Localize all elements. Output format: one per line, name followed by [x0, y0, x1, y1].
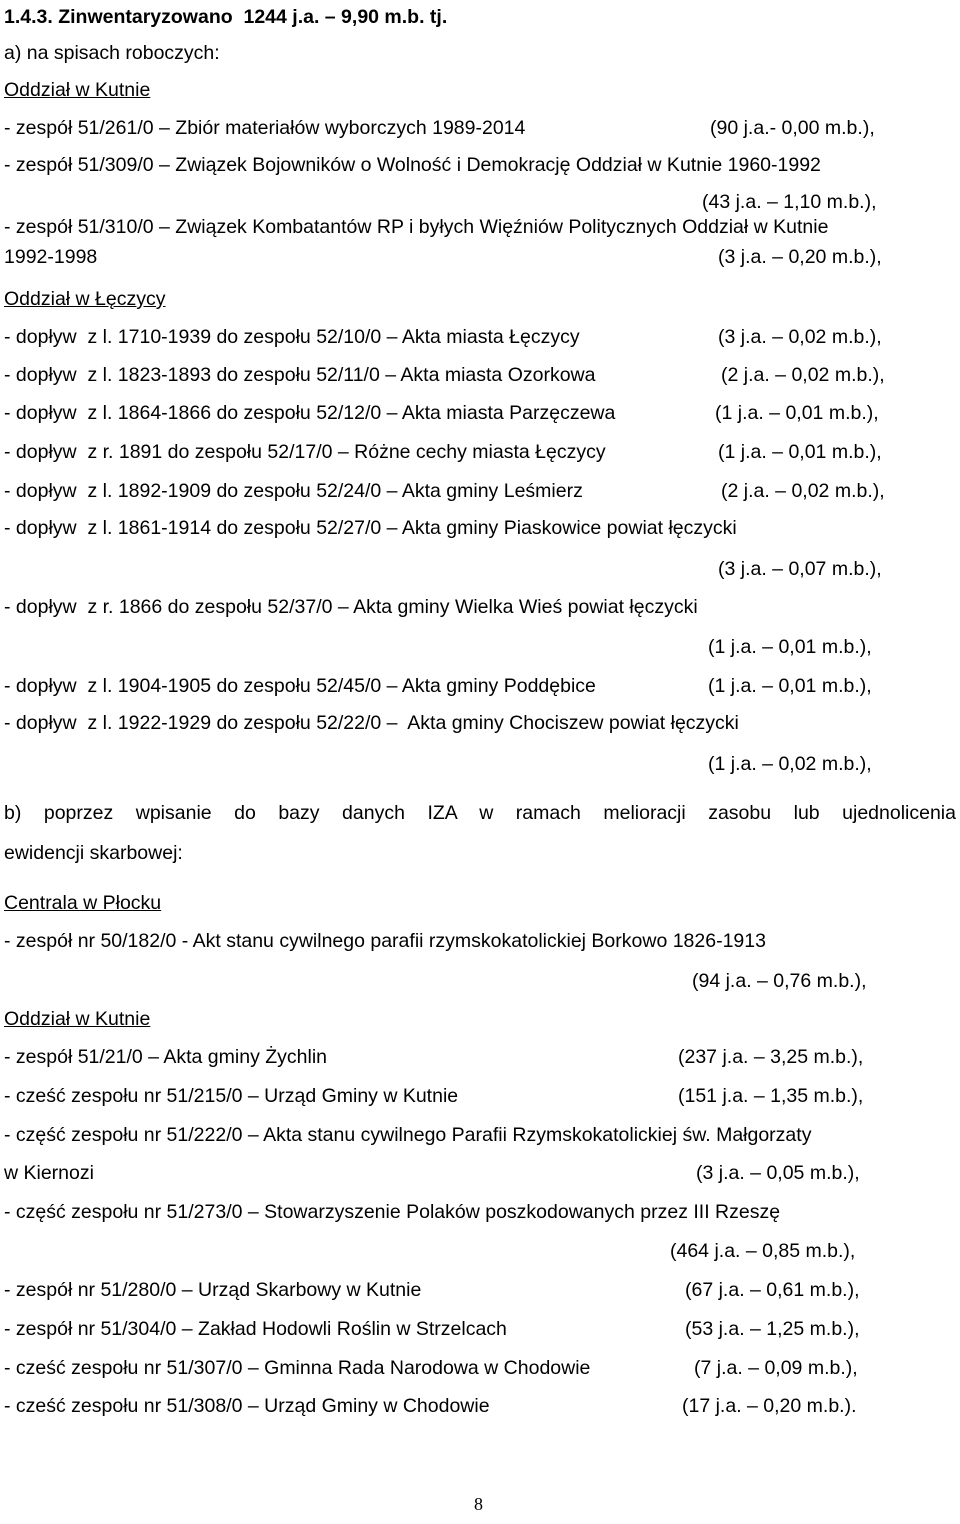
- list-item: - cześć zespołu nr 51/307/0 – Gminna Rada Narodowa w Chodowie: [4, 1357, 591, 1379]
- list-item: - zespół nr 51/280/0 – Urząd Skarbowy w Kutnie: [4, 1279, 422, 1301]
- list-item-amount: (17 j.a. – 0,20 m.b.).: [682, 1395, 857, 1417]
- section-heading: 1.4.3. Zinwentaryzowano 1244 j.a. – 9,90 m.b. tj.: [4, 6, 448, 28]
- list-item-amount: (3 j.a. – 0,02 m.b.),: [718, 326, 882, 348]
- list-item: - dopływ z l. 1904-1905 do zespołu 52/45/0 – Akta gminy Poddębice: [4, 675, 596, 697]
- list-item: - część zespołu nr 51/273/0 – Stowarzyszenie Polaków poszkodowanych przez III Rzeszę: [4, 1201, 781, 1223]
- subsection-a-title: a) na spisach roboczych:: [4, 42, 220, 64]
- list-item-amount: (3 j.a. – 0,20 m.b.),: [718, 246, 882, 268]
- list-item: - dopływ z l. 1710-1939 do zespołu 52/10/0 – Akta miasta Łęczycy: [4, 326, 580, 348]
- plock-header: Centrala w Płocku: [4, 892, 162, 914]
- list-item-amount: (94 j.a. – 0,76 m.b.),: [692, 970, 867, 992]
- list-item: - zespół 51/310/0 – Związek Kombatantów RP i byłych Więźniów Politycznych Oddział w Kutnie: [4, 216, 829, 238]
- list-item-amount: (1 j.a. – 0,01 m.b.),: [708, 636, 872, 658]
- list-item: - dopływ z l. 1861-1914 do zespołu 52/27/0 – Akta gminy Piaskowice powiat łęczycki: [4, 517, 737, 539]
- list-item: - zespół 51/309/0 – Związek Bojowników o Wolność i Demokrację Oddział w Kutnie 1960-1992: [4, 154, 821, 176]
- list-item: - zespół nr 51/304/0 – Zakład Hodowli Roślin w Strzelcach: [4, 1318, 507, 1340]
- list-item-continued: w Kiernozi: [4, 1162, 94, 1184]
- list-item: - dopływ z l. 1864-1866 do zespołu 52/12/0 – Akta miasta Parzęczewa: [4, 402, 616, 424]
- list-item: - dopływ z l. 1922-1929 do zespołu 52/22/0 – Akta gminy Chociszew powiat łęczycki: [4, 712, 739, 734]
- list-item-amount: (1 j.a. – 0,01 m.b.),: [708, 675, 872, 697]
- list-item: - dopływ z r. 1891 do zespołu 52/17/0 – Różne cechy miasta Łęczycy: [4, 441, 606, 463]
- list-item: - cześć zespołu nr 51/215/0 – Urząd Gminy w Kutnie: [4, 1085, 459, 1107]
- list-item-amount: (90 j.a.- 0,00 m.b.),: [710, 117, 875, 139]
- list-item: - dopływ z r. 1866 do zespołu 52/37/0 – Akta gminy Wielka Wieś powiat łęczycki: [4, 596, 698, 618]
- list-item: - część zespołu nr 51/222/0 – Akta stanu cywilnego Parafii Rzymskokatolickiej św. Małgorzaty: [4, 1124, 812, 1146]
- list-item-amount: (1 j.a. – 0,01 m.b.),: [718, 441, 882, 463]
- subsection-b-title: b) poprzez wpisanie do bazy danych IZA w ramach melioracji zasobu lub ujednolicenia: [4, 802, 956, 824]
- list-item: - zespół nr 50/182/0 - Akt stanu cywilnego parafii rzymskokatolickiej Borkowo 1826-1913: [4, 930, 766, 952]
- subsection-b-title-continued: ewidencji skarbowej:: [4, 842, 183, 864]
- leczyca-header: Oddział w Łęczycy: [4, 288, 166, 310]
- kutno-header-a: Oddział w Kutnie: [4, 79, 151, 101]
- kutno-header-b: Oddział w Kutnie: [4, 1008, 151, 1030]
- list-item-amount: (1 j.a. – 0,02 m.b.),: [708, 753, 872, 775]
- list-item-amount: (2 j.a. – 0,02 m.b.),: [721, 480, 885, 502]
- list-item-amount: (43 j.a. – 1,10 m.b.),: [702, 191, 877, 213]
- list-item-amount: (7 j.a. – 0,09 m.b.),: [694, 1357, 858, 1379]
- list-item-amount: (3 j.a. – 0,05 m.b.),: [696, 1162, 860, 1184]
- list-item-amount: (151 j.a. – 1,35 m.b.),: [678, 1085, 864, 1107]
- page-number: 8: [474, 1494, 483, 1514]
- list-item-amount: (1 j.a. – 0,01 m.b.),: [715, 402, 879, 424]
- list-item-amount: (3 j.a. – 0,07 m.b.),: [718, 558, 882, 580]
- list-item: - cześć zespołu nr 51/308/0 – Urząd Gminy w Chodowie: [4, 1395, 490, 1417]
- list-item-amount: (464 j.a. – 0,85 m.b.),: [670, 1240, 856, 1262]
- list-item-continued: 1992-1998: [4, 246, 98, 268]
- list-item-amount: (237 j.a. – 3,25 m.b.),: [678, 1046, 864, 1068]
- list-item: - zespół 51/21/0 – Akta gminy Żychlin: [4, 1046, 327, 1068]
- list-item-amount: (2 j.a. – 0,02 m.b.),: [721, 364, 885, 386]
- list-item: - dopływ z l. 1823-1893 do zespołu 52/11/0 – Akta miasta Ozorkowa: [4, 364, 596, 386]
- list-item: - dopływ z l. 1892-1909 do zespołu 52/24/0 – Akta gminy Leśmierz: [4, 480, 583, 502]
- list-item: - zespół 51/261/0 – Zbiór materiałów wyborczych 1989-2014: [4, 117, 526, 139]
- list-item-amount: (67 j.a. – 0,61 m.b.),: [685, 1279, 860, 1301]
- list-item-amount: (53 j.a. – 1,25 m.b.),: [685, 1318, 860, 1340]
